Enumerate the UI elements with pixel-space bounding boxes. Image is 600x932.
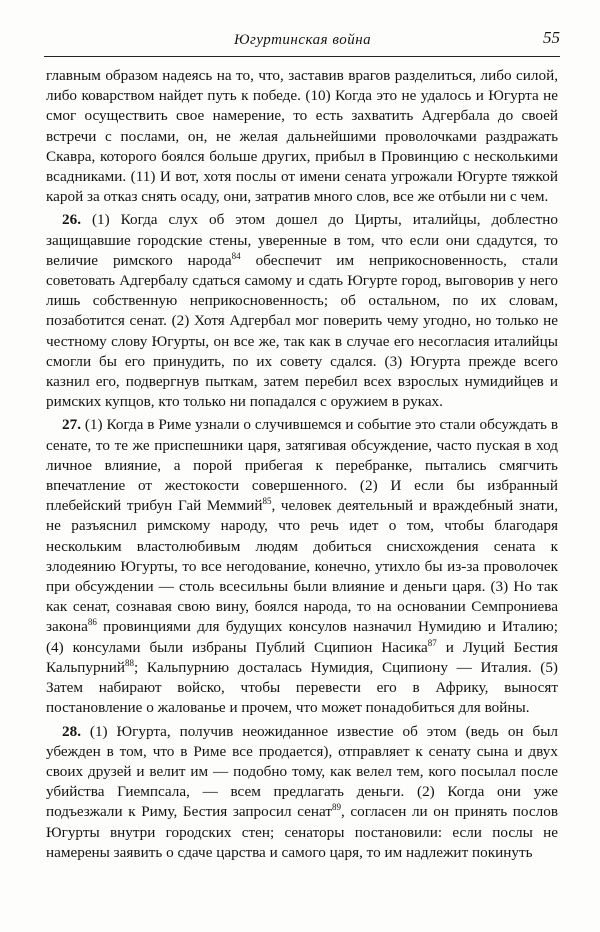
- section-text: ; Кальпурнию досталась Нумидия, Сципиону — Италия. (5) Затем набирают войско, чтобы перевести его в Африку, выносят постановление о жалованье и прочем, что может понадобиться для войны.: [46, 658, 558, 717]
- section-number: 26.: [62, 211, 81, 229]
- footnote-ref[interactable]: 85: [262, 496, 272, 507]
- section-text: , согласен ли он принять послов Югурты внутри городских стен; сенаторы постановили: если послы не намерены заявить о сдаче царства и самого царя, то им надлежит покинуть: [46, 803, 558, 861]
- footnote-ref[interactable]: 86: [87, 617, 97, 628]
- footnote-ref[interactable]: 88: [125, 657, 135, 668]
- section-27: [46, 415, 558, 718]
- footnote-ref[interactable]: 87: [427, 637, 437, 648]
- section-number: 27.: [62, 416, 81, 434]
- section-text: (1) Когда слух об этом дошел до Цирты, италийцы, доблестно защищавшие городские стены, уверенные в том, что если они сдадутся, то величие римского народа: [46, 211, 558, 269]
- section-28: [46, 722, 558, 863]
- section-number: 28.: [62, 722, 81, 740]
- page-number: 55: [543, 28, 560, 47]
- footnote-ref[interactable]: 84: [231, 250, 241, 261]
- paragraph-continued: главным образом надеясь на то, что, заставив врагов разделиться, либо силой, либо коварством найдет путь к победе. (10) Когда это не удалось и Югурта не смог осуществить свое намерение, то есть захватить Адгербала до своей встречи с послами, он, не желая дальнейшими проволочками раздражать Скавра, которого боялся больше других, прибыл в Провинцию с несколькими всадниками. (11) И вот, хотя послы от имени сената угрожали Югурте тяжкой карой за отказ снять осаду, они, затратив много слов, все же отбыли ни с чем.: [46, 67, 558, 206]
- header-rule: [44, 56, 560, 57]
- section-text: (1) Когда в Риме узнали о случившемся и событие это стали обсуждать в сенате, то те же приспешники царя, затягивая обсуждение, часто пуская в ход личное влияние, а порой прибегая к перебранке, пытались смягчить впечатление от жестокости совершенного. (2) И если бы избранный плебейский трибун Гай Меммий: [46, 416, 558, 515]
- section-text: и Луций Бестия Кальпурний: [46, 638, 558, 676]
- section-text: обеспечит им неприкосновенность, стали советовать Адгербалу сдаться самому и сдать Югурте город, выговорив у него лишь собственную неприкосновенность; об остальном, по их словам, позаботится сенат. (2) Хотя Адгербал мог поверить чему угодно, но только не честному слову Югурты, он все же, так как в случае его несогласия италийцы смогли бы его принудить, по их совету сдался. (3) Югурта прежде всего казнил его, подвергнув пыткам, затем перебил всех взрослых нумидийцев и римских купцов, кто только ни попадался с оружием в руках.: [46, 251, 558, 411]
- page-header: [44, 30, 560, 54]
- footnote-ref[interactable]: 89: [331, 802, 341, 813]
- section-text: (1) Югурта, получив неожиданное известие об этом (ведь он был убежден в том, что в Риме все продается), отправляет к сенату сына и двух своих друзей и велит им — подобно тому, как велел тем, кого посылал после убийства Гиемпсала, — всем предлагать деньги. (2) Когда они уже подъезжали к Риму, Бестия запросил сенат: [46, 722, 558, 821]
- section-text: провинциями для будущих консулов назначил Нумидию и Италию; (4) консулами были избраны Публий Сципион Насика: [46, 618, 558, 656]
- section-26: [46, 210, 558, 412]
- text-body: [46, 66, 558, 863]
- running-title: Югуртинская война: [234, 32, 372, 48]
- section-text: , человек деятельный и враждебный знати, не разъяснил римскому народу, что речь идет о том, чтобы благодаря нескольким властолюбивым людям добиться снисхождения сената к злодеянию Югурты, то все негодование, конечно, утихло бы из-за проволочек при обсуждении — столь всесильны были влияние и деньги царя. (3) Но так как сенат, сознавая свою вину, боялся народа, то на основании Семпрониева закона: [46, 497, 558, 636]
